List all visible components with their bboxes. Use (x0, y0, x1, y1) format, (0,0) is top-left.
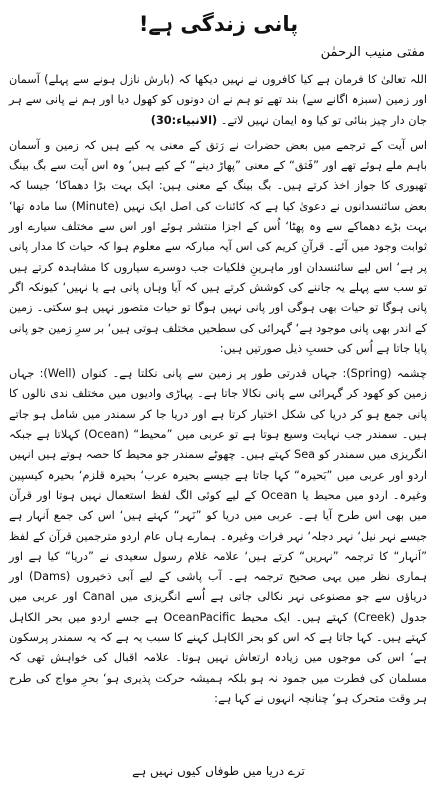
article-author: مفتی منیب الرحمٰن (320, 45, 425, 60)
article-title: پانی زندگی ہے! (138, 12, 299, 36)
paragraph-big-bang: اس آیت کے ترجمے میں بعض حضرات نے رَتق کے معنی یہ کیے ہیں کہ زمین و آسمان باہم ملے ہوئے تھے اور ”فَتق“ کے معنی ”پھاڑ دینے“ کے کیے ہیں‘ وہ اس آیت سے بگ بینگ تھیوری کا جواز اخذ کرتے ہیں۔ بگ بینگ کے معنی ہیں: ایک بہت بڑا دھماکا‘ جیسا کہ بعض سائنسدانوں نے دعویٰ کیا ہے کہ کائنات کی اصل ایک نہیں (Minute) سا مادہ تھا‘ بہت بڑے دھماکے سے وہ پھٹا‘ اُس کے اجزا منتشر ہوئے اور اس سے مختلف سیارے اور ثوابت وجود میں آئے۔ قرآنِ کریم کی اس آیہ مبارکہ سے معلوم ہوا کہ حیات کا مدار پانی پر ہے‘ اس لیے سائنسدان اور ماہرینِ فلکیات جب دوسرے سیاروں کا مشاہدہ کرتے ہیں تو سب سے پہلے یہ جاننے کی کوشش کرتے ہیں کہ آیا وہاں پانی ہے یا نہیں‘ کیونکہ اگر پانی ہوگا تو حیات بھی ہوگی اور پانی نہیں ہوگا تو حیات متصور نہیں ہو سکتی۔ زمین کے اندر بھی پانی موجود ہے‘ گہرائی کی سطحیں مختلف ہوتی ہیں‘ بر سرِ زمین جو پانی پایا جاتا ہے اُس کی حسبِ ذیل صورتیں ہیں: (9, 138, 427, 355)
article-body (9, 70, 427, 714)
paragraph-verse-translation (9, 70, 427, 131)
quran-reference: (الانبیاء:30) (150, 113, 218, 127)
paragraph-text: اللہ تعالیٰ کا فرمان ہے کیا کافروں نے نہیں دیکھا کہ (بارش نازل ہونے سے پہلے) آسمان اور زمین (سبزہ اگانے سے) بند تھے تو ہم نے ان دونوں کو کھول دیا اور ہم نے پانی سے ہر جان دار چیز بنائی تو کیا وہ ایمان نہیں لاتے۔ (9, 73, 427, 127)
poetry-verse: ترے دریا میں طوفاں کیوں نہیں ہے (132, 764, 305, 778)
paragraph-water-sources: چشمہ (Spring): جہاں قدرتی طور پر زمین سے پانی نکلتا ہے۔ کنواں (Well): جہاں زمین کو کھود کر گہرائی سے پانی نکالا جاتا ہے۔ پہاڑی وادیوں میں مختلف ندی نالوں کا پانی جمع ہو کر دریا کی شکل اختیار کرتا ہے اور دریا جا کر سمندر میں شامل ہو جاتے ہیں۔ سمندر جب نہایت وسیع ہوتا ہے تو عربی میں ”محیط“ (Ocean) کہلاتا ہے جبکہ انگریزی میں سمندر کو Sea کہتے ہیں۔ چھوٹے سمندر جو محیط کا حصہ ہوتے ہیں انہیں اردو اور عربی میں ”بَحیرہ“ کہا جاتا ہے جیسے بحیرہ عرب‘ بحیرہ قلزم‘ بحیرہ کیسپین وغیرہ۔ اردو میں محیط یا Ocean کے لیے کوئی الگ لفظ استعمال نہیں ہوتا اور قرآن میں بھی اس طرح آیا ہے۔ عربی میں دریا کو ”نَہر“ کہتے ہیں‘ اس کی جمع اَنہار ہے جیسے نہر نیل‘ نہر دجلہ‘ نہر فرات وغیرہ۔ ہمارے ہاں عام اردو مترجمین قرآن کے لفظ ”اَنہار“ کا ترجمہ ”نہریں“ کرتے ہیں‘ علامہ غلام رسول سعیدی نے ”دریا“ کیا ہے اور ہماری نظر میں یہی صحیح ترجمہ ہے۔ آب پاشی کے لیے آبی ذخیروں (Dams) اور دریاؤں سے جو مصنوعی نہر نکالی جاتی ہے اُسے انگریزی میں Canal اور عربی میں جدول (Creek) کہتے ہیں۔ ایک محیط OceanPacific ہے جسے اردو میں بحر الکاہل کہتے ہیں۔ کہا جاتا ہے کہ اس کو بحر الکاہل کہنے کا سبب یہ ہے کہ یہ سمندر پرسکون ہے‘ اس کی موجوں میں زیادہ ارتعاش نہیں ہوتا۔ علامہ اقبال کی خواہش تھی کہ مسلمان کی فطرت میں جمود نہ ہو بلکہ ہمیشہ حرکت پذیری ہو‘ بحرِ مواج کی طرح ہر وقت متحرک ہو‘ چنانچہ انہوں نے کہا ہے: (9, 367, 428, 705)
